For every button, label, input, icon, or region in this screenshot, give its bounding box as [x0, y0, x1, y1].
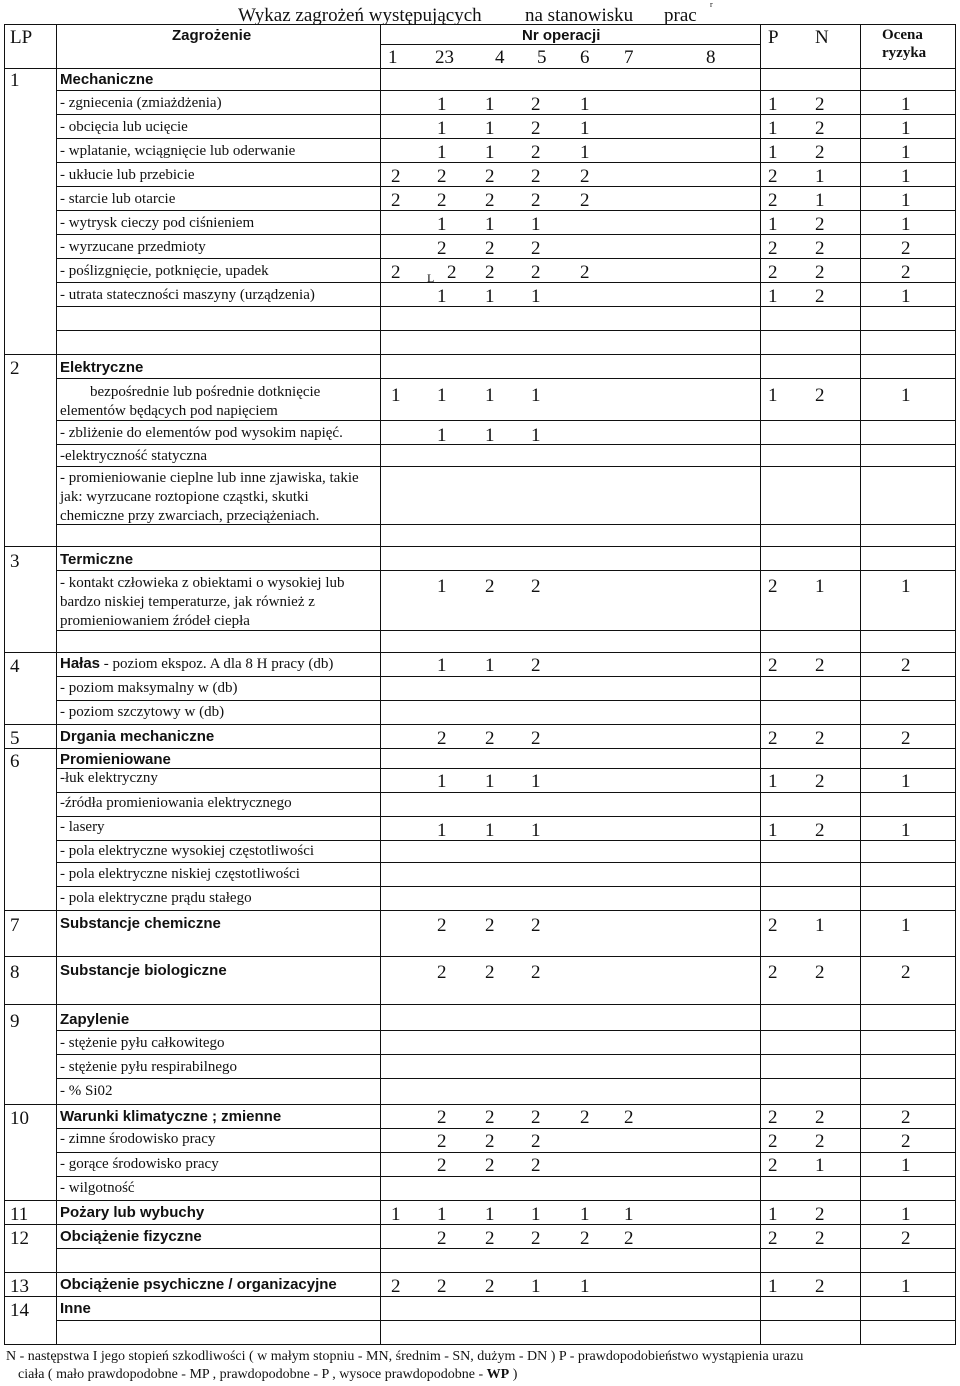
value-cell: 2: [531, 166, 541, 187]
value-cell: 2: [485, 1131, 495, 1152]
value-risk: 1: [901, 286, 911, 307]
hazard-item: - gorące środowisko pracy: [60, 1156, 219, 1172]
hazard-item: - lasery: [60, 819, 105, 835]
header-n: N: [815, 27, 829, 48]
value-cell: 2: [437, 238, 447, 259]
section-title: Warunki klimatyczne ; zmienne: [60, 1108, 282, 1125]
value-cell: 2: [485, 190, 495, 211]
hazard-item: - obcięcia lub ucięcie: [60, 119, 188, 135]
rule-risk: [860, 24, 861, 1344]
value-risk: 1: [901, 1204, 911, 1225]
header-hazard: Zagrożenie: [172, 27, 252, 44]
value-cell: 2: [531, 142, 541, 163]
value-p: 2: [768, 1228, 778, 1249]
header-risk-line1: Ocena: [882, 27, 923, 43]
value-cell: 1: [531, 1276, 541, 1297]
value-p: 2: [768, 915, 778, 936]
hazard-item: - utrata stateczności maszyny (urządzenia): [60, 287, 315, 303]
value-cell: 2: [485, 1276, 495, 1297]
section-title: Termiczne: [60, 551, 134, 568]
value-risk: 1: [901, 94, 911, 115]
value-n: 2: [815, 238, 825, 259]
value-cell: 2: [485, 962, 495, 983]
section-title: Drgania mechaniczne: [60, 728, 215, 745]
rule-top: [4, 24, 956, 25]
value-cell: 2: [531, 576, 541, 597]
value-n: 2: [815, 1131, 825, 1152]
hazard-item: -źródła promieniowania elektrycznego: [60, 795, 292, 811]
value-cell: 2: [391, 1276, 401, 1297]
value-p: 1: [768, 142, 778, 163]
value-cell: 1: [437, 820, 447, 841]
value-cell: 1: [437, 655, 447, 676]
hazard-item: - stężenie pyłu całkowitego: [60, 1035, 225, 1051]
value-n: 1: [815, 190, 825, 211]
value-cell: 1: [485, 94, 495, 115]
value-n: 2: [815, 962, 825, 983]
hazard-item: - ukłucie lub przebicie: [60, 167, 195, 183]
header-op-number: 1: [388, 47, 398, 68]
header-ops: Nr operacji: [522, 27, 601, 44]
footer-legend-line2: [18, 1368, 517, 1382]
value-cell: 1: [485, 771, 495, 792]
section-title: [60, 656, 333, 672]
hazard-item: - kontakt człowieka z obiektami o wysokiej lub bardzo niskiej temperaturze, jak również z promieniowaniem źródeł ciepła: [60, 575, 345, 629]
value-cell: 2: [531, 655, 541, 676]
value-risk: 1: [901, 142, 911, 163]
doc-title-mark: r: [710, 0, 713, 9]
value-risk: 2: [901, 1228, 911, 1249]
rule-section-11: [4, 1200, 956, 1201]
hazard-item: - poziom maksymalny w (db): [60, 680, 238, 696]
rule-section-9: [4, 1004, 956, 1005]
value-risk: 2: [901, 962, 911, 983]
hazard-item: -elektryczność statyczna: [60, 448, 208, 464]
value-cell: 2: [580, 1107, 590, 1128]
value-cell: 1: [437, 94, 447, 115]
section-title-bold: Hałas: [60, 655, 101, 672]
hazard-item: - zgniecenia (zmiażdżenia): [60, 95, 222, 111]
value-cell: 2: [485, 728, 495, 749]
section-title: Mechaniczne: [60, 71, 154, 88]
value-n: 1: [815, 1155, 825, 1176]
value-cell: 2: [437, 166, 447, 187]
value-cell: 2: [531, 915, 541, 936]
value-cell: 1: [437, 425, 447, 446]
rule-section-3: [4, 546, 956, 547]
rule-header: [4, 68, 956, 69]
doc-title: Wykaz zagrożeń występujących: [238, 5, 482, 26]
value-p: 1: [768, 214, 778, 235]
value-n: 2: [815, 286, 825, 307]
value-cell: 2: [624, 1107, 634, 1128]
value-risk: 1: [901, 385, 911, 406]
value-cell: 1: [391, 1204, 401, 1225]
value-cell: 1: [531, 771, 541, 792]
section-title: Zapylenie: [60, 1011, 130, 1028]
value-cell: 1: [580, 118, 590, 139]
section-number: 7: [10, 915, 20, 936]
rule-section-6: [4, 748, 956, 749]
section-title-rest: - poziom ekspoz. A dla 8 H pracy (db): [100, 656, 334, 672]
value-n: 2: [815, 728, 825, 749]
value-cell: 2: [437, 190, 447, 211]
header-op-number: 5: [537, 47, 547, 68]
value-cell: 1: [485, 1204, 495, 1225]
header-risk-line2: ryzyka: [882, 45, 927, 61]
value-p: 2: [768, 728, 778, 749]
hazard-item: - wyrzucane przedmioty: [60, 239, 206, 255]
hazard-item: - wilgotność: [60, 1180, 135, 1196]
section-number: 11: [10, 1204, 29, 1225]
value-risk: 2: [901, 728, 911, 749]
value-risk: 2: [901, 1107, 911, 1128]
value-cell: 2: [580, 1228, 590, 1249]
value-n: 2: [815, 385, 825, 406]
doc-title-position: na stanowisku: [525, 5, 634, 26]
rule-section-4: [4, 652, 956, 653]
value-cell: 2: [580, 166, 590, 187]
value-n: 2: [815, 771, 825, 792]
value-cell: 2: [437, 1131, 447, 1152]
value-cell: 1: [391, 385, 401, 406]
hazard-item: - zimne środowisko pracy: [60, 1131, 216, 1147]
hazard-item: -łuk elektryczny: [60, 770, 158, 786]
value-p: 1: [768, 118, 778, 139]
section-title: Elektryczne: [60, 359, 144, 376]
value-cell: 1: [437, 385, 447, 406]
value-cell: 1: [437, 1204, 447, 1225]
rule-section-12: [4, 1224, 956, 1225]
value-cell: 2: [531, 118, 541, 139]
footer-legend-line1: N - następstwa I jego stopień szkodliwości ( w małym stopniu - MN, średnim - SN, dużym - DN ) P - prawdopodobieństwo wystąpienia urazu: [6, 1349, 804, 1364]
rule-section-7: [4, 910, 956, 911]
value-n: 2: [815, 1228, 825, 1249]
value-p: 2: [768, 1131, 778, 1152]
value-cell: 1: [485, 118, 495, 139]
value-n: 2: [815, 142, 825, 163]
value-n: 2: [815, 1204, 825, 1225]
rule-lp: [56, 24, 57, 1344]
hazard-item: - pola elektryczne wysokiej częstotliwości: [60, 843, 315, 859]
header-op-number: 6: [580, 47, 590, 68]
value-cell: 1: [437, 118, 447, 139]
value-n: 2: [815, 1276, 825, 1297]
value-risk: 2: [901, 1131, 911, 1152]
hazard-item: bezpośrednie lub pośrednie dotknięcie: [90, 384, 321, 400]
section-title: Substancje biologiczne: [60, 962, 227, 979]
value-cell: 1: [437, 771, 447, 792]
hazard-item-cont: elementów będących pod napięciem: [60, 403, 278, 419]
hazard-item: - % Si02: [60, 1083, 113, 1099]
rule-section-8: [4, 956, 956, 957]
value-cell: 1: [580, 1276, 590, 1297]
rule-ops-sub: [380, 44, 760, 45]
value-p: 2: [768, 1155, 778, 1176]
value-p: 1: [768, 94, 778, 115]
value-cell: 1: [437, 286, 447, 307]
value-n: 2: [815, 1107, 825, 1128]
slip-mark: L: [427, 271, 435, 285]
value-n: 2: [815, 118, 825, 139]
section-number: 1: [10, 70, 20, 91]
value-cell: 2: [624, 1228, 634, 1249]
section-number: 8: [10, 962, 20, 983]
value-p: 2: [768, 166, 778, 187]
value-cell: 2: [485, 262, 495, 283]
value-cell: 1: [485, 425, 495, 446]
value-cell: 2: [485, 1107, 495, 1128]
value-cell: 2: [485, 238, 495, 259]
value-n: 1: [815, 576, 825, 597]
value-p: 1: [768, 385, 778, 406]
value-cell: 1: [531, 214, 541, 235]
value-p: 1: [768, 771, 778, 792]
value-cell: 2: [391, 166, 401, 187]
value-n: 2: [815, 214, 825, 235]
section-number: 14: [10, 1300, 29, 1321]
value-n: 2: [815, 94, 825, 115]
header-lp: LP: [10, 27, 33, 48]
value-p: 2: [768, 576, 778, 597]
value-n: 2: [815, 262, 825, 283]
value-cell: 2: [437, 1228, 447, 1249]
value-cell: 2: [580, 262, 590, 283]
rule-ops: [380, 24, 381, 1344]
value-cell: 1: [531, 286, 541, 307]
value-cell: 2: [531, 238, 541, 259]
section-number: 3: [10, 551, 20, 572]
hazard-item: - poślizgnięcie, potknięcie, upadek: [60, 263, 269, 279]
rule-section-5: [4, 724, 956, 725]
value-cell: 2: [391, 190, 401, 211]
header-op-number: 23: [435, 47, 454, 68]
section-title: Substancje chemiczne: [60, 915, 221, 932]
section-number: 13: [10, 1276, 29, 1297]
value-p: 1: [768, 1204, 778, 1225]
value-cell: 1: [485, 214, 495, 235]
rule-section-2: [4, 354, 956, 355]
hazard-item: - promieniowanie cieplne lub inne zjawiska, takie jak: wyrzucane roztopione cząstki, skutki chemiczne przy zwarciach, przeciążeniach.: [60, 470, 359, 524]
value-cell: 1: [531, 1204, 541, 1225]
header-op-number: 4: [495, 47, 505, 68]
value-cell: 2: [485, 1228, 495, 1249]
section-number: 9: [10, 1011, 20, 1032]
section-title: Inne: [60, 1300, 91, 1317]
value-cell: 1: [485, 820, 495, 841]
footer-legend-close: ): [509, 1367, 518, 1382]
section-number: 2: [10, 358, 20, 379]
value-cell: 2: [437, 1276, 447, 1297]
value-risk: 2: [901, 655, 911, 676]
doc-title-work: prac: [664, 5, 697, 26]
value-n: 2: [815, 655, 825, 676]
section-number: 4: [10, 656, 20, 677]
value-p: 2: [768, 655, 778, 676]
value-risk: 2: [901, 238, 911, 259]
value-cell: 2: [437, 962, 447, 983]
value-p: 2: [768, 190, 778, 211]
value-risk: 1: [901, 820, 911, 841]
value-n: 1: [815, 915, 825, 936]
value-cell: 2: [531, 1107, 541, 1128]
value-p: 2: [768, 1107, 778, 1128]
section-number: 5: [10, 728, 20, 749]
value-risk: 1: [901, 1276, 911, 1297]
hazard-item: - pola elektryczne prądu stałego: [60, 890, 252, 906]
section-number: 12: [10, 1228, 29, 1249]
value-p: 1: [768, 1276, 778, 1297]
hazard-item: - wplatanie, wciągnięcie lub oderwanie: [60, 143, 296, 159]
value-cell: 2: [437, 728, 447, 749]
value-cell: 2: [531, 94, 541, 115]
hazard-item: - starcie lub otarcie: [60, 191, 176, 207]
value-cell: 1: [437, 214, 447, 235]
value-cell: 2: [437, 915, 447, 936]
hazard-item: - poziom szczytowy w (db): [60, 704, 225, 720]
rule-bottom: [4, 1344, 956, 1345]
value-cell: 2: [391, 262, 401, 283]
hazard-item: - pola elektryczne niskiej częstotliwości: [60, 866, 300, 882]
value-cell: 1: [437, 576, 447, 597]
value-cell: 2: [485, 576, 495, 597]
value-p: 1: [768, 286, 778, 307]
rule-section-14: [4, 1296, 956, 1297]
value-cell: 2: [531, 1155, 541, 1176]
value-risk: 1: [901, 190, 911, 211]
value-risk: 1: [901, 576, 911, 597]
section-number: 10: [10, 1108, 29, 1129]
value-cell: 1: [485, 655, 495, 676]
value-cell: 1: [531, 820, 541, 841]
value-risk: 1: [901, 915, 911, 936]
hazard-item: - stężenie pyłu respirabilnego: [60, 1059, 238, 1075]
value-cell: 2: [485, 166, 495, 187]
value-p: 2: [768, 238, 778, 259]
header-op-number: 7: [624, 47, 634, 68]
value-cell: 1: [485, 286, 495, 307]
section-title: Obciążenie psychiczne / organizacyjne: [60, 1276, 337, 1293]
value-cell: 2: [485, 1155, 495, 1176]
hazard-item: - wytrysk cieczy pod ciśnieniem: [60, 215, 255, 231]
value-cell: 2: [447, 262, 457, 283]
rule-section-10: [4, 1104, 956, 1105]
rule-pn: [760, 24, 761, 1344]
value-n: 2: [815, 820, 825, 841]
footer-legend-text: ciała ( mało prawdopodobne - MP , prawdopodobne - P , wysoce prawdopodobne -: [18, 1367, 487, 1382]
value-cell: 2: [531, 190, 541, 211]
value-risk: 1: [901, 771, 911, 792]
value-cell: 2: [437, 1155, 447, 1176]
footer-legend-wp: WP: [486, 1367, 510, 1382]
value-risk: 1: [901, 214, 911, 235]
value-p: 2: [768, 962, 778, 983]
value-cell: 1: [624, 1204, 634, 1225]
value-n: 1: [815, 166, 825, 187]
value-cell: 2: [531, 1131, 541, 1152]
value-cell: 2: [531, 962, 541, 983]
value-risk: 1: [901, 166, 911, 187]
value-cell: 1: [485, 385, 495, 406]
section-title: Promieniowane: [60, 751, 171, 768]
rule-left: [4, 24, 5, 1344]
value-risk: 1: [901, 118, 911, 139]
value-p: 1: [768, 820, 778, 841]
value-cell: 1: [485, 142, 495, 163]
value-cell: 1: [580, 142, 590, 163]
header-op-number: 8: [706, 47, 716, 68]
value-cell: 2: [437, 1107, 447, 1128]
value-cell: 1: [531, 385, 541, 406]
section-number: 6: [10, 751, 20, 772]
value-cell: 1: [531, 425, 541, 446]
value-risk: 1: [901, 1155, 911, 1176]
rule-section-13: [4, 1272, 956, 1273]
value-cell: 2: [531, 1228, 541, 1249]
value-cell: 1: [580, 1204, 590, 1225]
section-title: Pożary lub wybuchy: [60, 1204, 205, 1221]
hazard-item: - zbliżenie do elementów pod wysokim napięć.: [60, 425, 343, 441]
value-cell: 2: [580, 190, 590, 211]
value-cell: 2: [531, 728, 541, 749]
value-cell: 2: [485, 915, 495, 936]
section-title: Obciążenie fizyczne: [60, 1228, 202, 1245]
value-cell: 1: [437, 142, 447, 163]
header-p: P: [768, 27, 779, 48]
value-p: 2: [768, 262, 778, 283]
value-risk: 2: [901, 262, 911, 283]
value-cell: 2: [531, 262, 541, 283]
value-cell: 1: [580, 94, 590, 115]
rule-right: [955, 24, 956, 1344]
